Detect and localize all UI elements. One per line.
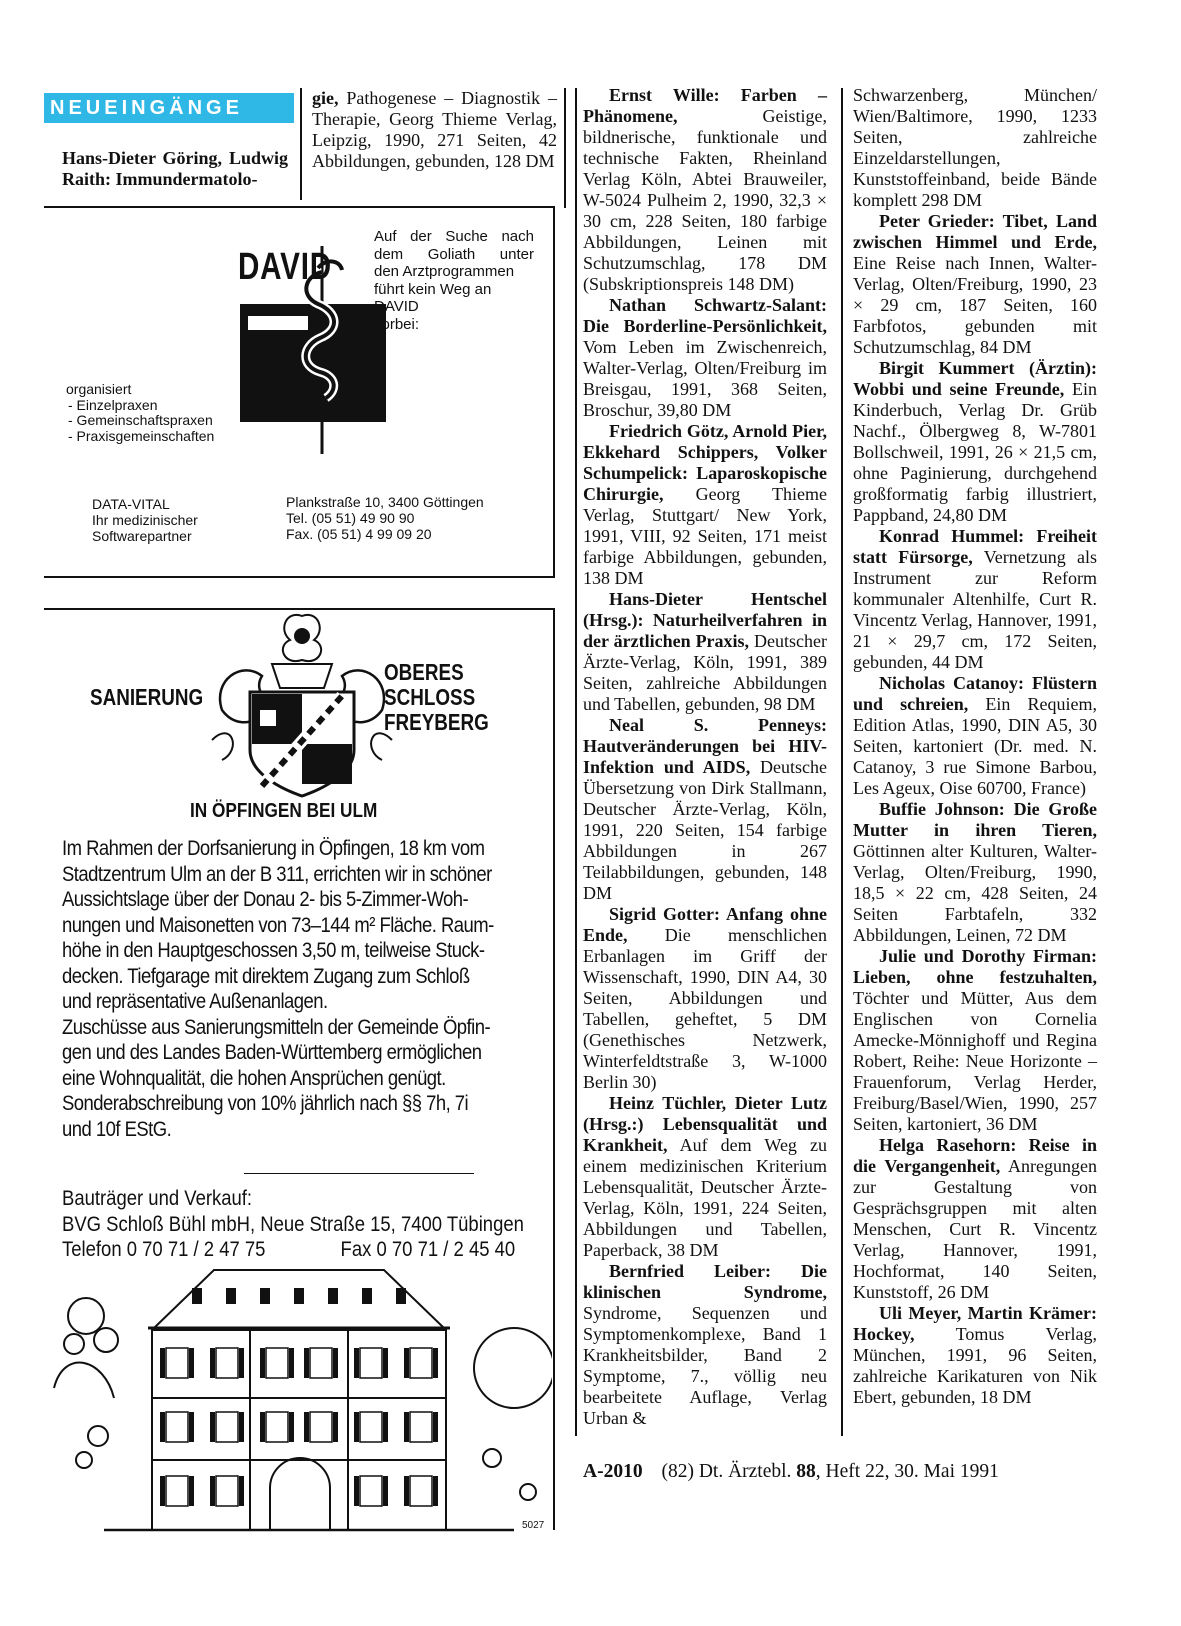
book-list-column-4 bbox=[853, 85, 1097, 1408]
footer-volume: 88 bbox=[796, 1461, 816, 1482]
david-headline-line: den Arztprogrammen bbox=[374, 263, 515, 280]
book-entry-title: Buffie Johnson: Die Große Mutter in ihren Tieren, bbox=[853, 799, 1097, 840]
intro-continuation-bold: gie, bbox=[312, 88, 339, 108]
book-entry bbox=[853, 358, 1097, 526]
castle-name bbox=[384, 660, 489, 735]
ad-code: 5027 bbox=[522, 1520, 545, 1531]
intro-continuation bbox=[312, 88, 557, 172]
book-entry-title: Peter Grieder: Tibet, Land zwischen Himmel und Erde, bbox=[853, 211, 1097, 252]
book-entry bbox=[853, 673, 1097, 799]
body-line: eine Wohnqualität, die hohen Ansprüchen genügt. bbox=[62, 1066, 446, 1090]
book-entry bbox=[583, 85, 827, 295]
footer-text: (82) Dt. Ärztebl. bbox=[661, 1461, 797, 1482]
book-entry-title: Bernfried Leiber: Die klinischen Syndrome, bbox=[583, 1261, 827, 1302]
book-entry bbox=[853, 1135, 1097, 1303]
book-entry-title: Birgit Kummert (Ärztin): Wobbi und seine Freunde, bbox=[853, 358, 1097, 399]
david-feature-line: - Gemeinschaftspraxen bbox=[68, 412, 213, 428]
book-entry-details: Ein Requiem, Edition Atlas, 1990, DIN A5, 30 Seiten, kartoniert (Dr. med. N. Catanoy, 3 rue Simone Barbou, Les Ageux, Oise 60700, France) bbox=[853, 694, 1097, 798]
book-entry-details: Vernetzung als Instrument zur Reform kommunaler Altenhilfe, Curt R. Vincentz Verlag, Hannover, 1991, 21 × 29,7 cm, 172 Seiten, gebunden, 44 DM bbox=[853, 547, 1097, 672]
book-entry bbox=[583, 421, 827, 589]
contact-fax: Fax 0 70 71 / 2 45 40 bbox=[340, 1238, 516, 1261]
book-entry-details: Vom Leben im Zwischenreich, Walter-Verlag, Olten/Freiburg im Breisgau, 1991, 368 Seiten, Broschur, 39,80 DM bbox=[583, 337, 827, 420]
david-headline-line: dem Goliath unter bbox=[374, 245, 534, 263]
book-entry-title: Hans-Dieter Hentschel (Hrsg.): Naturheilverfahren in der ärztlichen Praxis, bbox=[583, 589, 827, 651]
ad-right-rule bbox=[553, 608, 555, 1530]
book-entry-details: Ein Kinderbuch, Verlag Dr. Grüb Nachf., Ölbergweg 8, W-7801 Bollschweil, 1991, 26 × 21,5 cm, ohne Paginierung, durchgehend großformatig farbig illustriert, Pappband, 24,80 DM bbox=[853, 379, 1097, 525]
book-entry-details: Eine Reise nach Innen, Walter-Verlag, Olten/Freiburg, 1990, 23 × 29 cm, 187 Seiten, 160 Farbfotos, gebunden mit Schutzumschlag, 84 DM bbox=[853, 253, 1097, 357]
ad-sanierung bbox=[44, 608, 579, 1560]
page-number: A-2010 bbox=[583, 1461, 643, 1482]
book-entry-details: Die menschlichen Erbanlagen im Griff der Wissenschaft, 1990, DIN A4, 30 Seiten, Abbildungen und Tabellen, geheftet, 5 DM (Genethisches Netzwerk, Winterfeldtstraße 3, W-1000 Berlin 30) bbox=[583, 925, 827, 1092]
ad-david bbox=[44, 206, 579, 578]
book-entry-details: Deutsche Übersetzung von Dirk Stallmann, Deutscher Ärzte-Verlag, Köln, 1991, 220 Seiten, 154 farbige Abbildungen in 267 Teilabbildungen, gebunden, 148 DM bbox=[583, 757, 827, 903]
column-divider bbox=[300, 88, 302, 200]
david-headline-line: DAVID bbox=[374, 298, 419, 315]
book-entry-title: Nicholas Catanoy: Flüstern und schreien, bbox=[853, 673, 1097, 714]
body-line: gen und des Landes Baden-Württemberg ermöglichen bbox=[62, 1041, 482, 1064]
david-headline-line: führt kein Weg an bbox=[374, 280, 492, 298]
body-line: nungen und Maisonetten von 73–144 m² Fläche. Raum- bbox=[62, 913, 494, 937]
page-footer bbox=[583, 1461, 999, 1483]
david-feature-line: - Einzelpraxen bbox=[68, 396, 158, 413]
body-line: decken. Tiefgarage mit direktem Zugang zum Schloß bbox=[62, 964, 470, 988]
column-divider bbox=[575, 88, 577, 1436]
david-company bbox=[92, 496, 198, 544]
castle-illustration bbox=[44, 1248, 552, 1548]
book-entry bbox=[583, 589, 827, 715]
body-line: und repräsentative Außenanlagen. bbox=[62, 990, 328, 1013]
book-entry bbox=[853, 799, 1097, 946]
book-entry-title: Uli Meyer, Martin Krämer: Hockey, bbox=[853, 1303, 1097, 1344]
location-heading: IN ÖPFINGEN BEI ULM bbox=[190, 800, 378, 822]
david-company-line: DATA-VITAL bbox=[92, 496, 170, 512]
contact-line: Bauträger und Verkauf: bbox=[62, 1187, 253, 1210]
book-entry bbox=[583, 1261, 827, 1429]
book-entry-details: Georg Thieme Verlag, Stuttgart/ New York, 1991, VIII, 92 Seiten, 171 meist farbige Abbildungen, gebunden, 138 DM bbox=[583, 484, 827, 588]
book-entry-title: Neal S. Penneys: Hautveränderungen bei HIV-Infektion und AIDS, bbox=[583, 715, 827, 777]
book-entry-title: Helga Rasehorn: Reise in die Vergangenheit, bbox=[853, 1135, 1097, 1176]
castle-name-line: FREYBERG bbox=[384, 709, 489, 735]
coat-of-arms-icon bbox=[192, 600, 412, 800]
book-entry bbox=[583, 904, 827, 1093]
intro-title: Hans-Dieter Göring, Ludwig Raith: Immundermatolo- bbox=[62, 148, 288, 189]
book-entry-title: Ernst Wille: Farben – Phänomene, bbox=[583, 85, 827, 126]
book-entry-title: Heinz Tüchler, Dieter Lutz (Hrsg.:) Lebensqualität und Krankheit, bbox=[583, 1093, 827, 1155]
footer-issue: , Heft 22, 30. Mai 1991 bbox=[815, 1461, 999, 1482]
castle-name-line: OBERES bbox=[384, 659, 464, 685]
sanierung-heading: SANIERUNG bbox=[90, 684, 204, 710]
intro-continuation-text: Pathogenese – Diagnostik – Therapie, Georg Thieme Verlag, Leipzig, 1990, 271 Seiten, 42 Abbildungen, gebunden, 128 DM bbox=[312, 88, 557, 171]
david-feature-list bbox=[66, 382, 214, 444]
book-entry bbox=[853, 85, 1097, 211]
david-company-line: Ihr medizinischer bbox=[92, 512, 198, 528]
contact-line: BVG Schloß Bühl mbH, Neue Straße 15, 7400 Tübingen bbox=[62, 1212, 524, 1236]
book-list-column-3 bbox=[583, 85, 827, 1429]
david-feature-line: - Praxisgemeinschaften bbox=[68, 427, 215, 444]
david-phone: Tel. (05 51) 49 90 90 bbox=[286, 510, 415, 526]
david-logo-text: DAVID bbox=[238, 246, 332, 288]
body-line: Im Rahmen der Dorfsanierung in Öpfingen, 18 km vom bbox=[62, 837, 485, 860]
castle-name-line: SCHLOSS bbox=[384, 684, 476, 710]
book-entry-details: Göttinnen alter Kulturen, Walter-Verlag, Olten/Freiburg, 1990, 18,5 × 22 cm, 428 Seiten, 24 Seiten Farbtafeln, 332 Abbildungen, Leinen, 72 DM bbox=[853, 841, 1097, 945]
david-headline-line: vorbei: bbox=[374, 315, 420, 333]
contact-divider bbox=[244, 1173, 474, 1174]
book-entry bbox=[583, 295, 827, 421]
book-entry bbox=[583, 715, 827, 904]
book-entry-details: Deutscher Ärzte-Verlag, Köln, 1991, 389 Seiten, zahlreiche Abbildungen und Tabellen, gebunden, 98 DM bbox=[583, 631, 827, 714]
body-line: höhe in den Hauptgeschossen 3,50 m, teilweise Stuck- bbox=[62, 939, 485, 962]
book-entry-title: Julie und Dorothy Firman: Lieben, ohne festzuhalten, bbox=[853, 946, 1097, 987]
column-divider bbox=[841, 88, 843, 1436]
david-headline-line: Auf der Suche nach bbox=[374, 228, 534, 245]
body-line: Aussichtslage über der Donau 2- bis 5-Zimmer-Woh- bbox=[62, 888, 469, 911]
contact-phone: Telefon 0 70 71 / 2 47 75 bbox=[62, 1238, 266, 1261]
book-entry bbox=[853, 1303, 1097, 1408]
body-line: Sonderabschreibung von 10% jährlich nach §§ 7h, 7i bbox=[62, 1092, 469, 1115]
book-entry-details: Schwarzenberg, München/ Wien/Baltimore, 1990, 1233 Seiten, zahlreiche Einzeldarstellungen, Kunststoffeinband, beide Bände komplett 298 DM bbox=[853, 85, 1097, 210]
book-entry-details: Tomus Verlag, München, 1991, 96 Seiten, zahlreiche Karikaturen von Nik Ebert, gebunden, 18 DM bbox=[853, 1324, 1097, 1407]
ad-bottom-rule bbox=[44, 576, 555, 578]
book-entry-title: Nathan Schwartz-Salant: Die Borderline-Persönlichkeit, bbox=[583, 295, 827, 336]
book-entry-details: Auf dem Weg zu einem medizinischen Kriterium Lebensqualität, Deutscher Ärzte-Verlag, Köln, 1991, 224 Seiten, Abbildungen und Tabellen, Paperback, 38 DM bbox=[583, 1135, 827, 1260]
column-divider bbox=[564, 88, 566, 208]
book-entry bbox=[853, 946, 1097, 1135]
book-entry bbox=[853, 211, 1097, 358]
section-banner: NEUEINGÄNGE bbox=[44, 93, 294, 123]
ad-top-rule bbox=[44, 206, 554, 208]
david-address-line: Plankstraße 10, 3400 Göttingen bbox=[286, 494, 484, 510]
book-entry-details: Töchter und Mütter, Aus dem Englischen von Cornelia Amecke-Mönnighoff und Regina Robert, Reihe: Neue Horizonte – Frauenforum, Verlag Herder, Freiburg/Basel/Wien, 1990, 257 Seiten, kartoniert, 36 DM bbox=[853, 988, 1097, 1134]
david-fax: Fax. (05 51) 4 99 09 20 bbox=[286, 526, 432, 542]
body-line: und 10f EStG. bbox=[62, 1117, 172, 1141]
sanierung-body bbox=[62, 836, 537, 1142]
book-entry-title: Konrad Hummel: Freiheit statt Fürsorge, bbox=[853, 526, 1097, 567]
ad-right-rule bbox=[553, 206, 555, 577]
david-feature-line: organisiert bbox=[66, 381, 132, 397]
book-entry-title: Friedrich Götz, Arnold Pier, Ekkehard Schippers, Volker Schumpelick: Laparoskopische Chirurgie, bbox=[583, 421, 827, 504]
book-entry-details: Geistige, bildnerische, funktionale und technische Fakten, Rheinland Verlag Köln, Abtei Brauweiler, W-5024 Pulheim 2, 1990, 32,3 × 30 cm, 228 Seiten, 180 farbige Abbildungen, Leinen mit Schutzumschlag, 178 DM (Subskriptionspreis 148 DM) bbox=[583, 106, 827, 294]
david-address bbox=[286, 494, 484, 542]
book-entry bbox=[853, 526, 1097, 673]
book-entry-details: Syndrome, Sequenzen und Symptomenkomplexe, Band 1 Krankheitsbilder, Band 2 Symptome, 7., völlig neu bearbeitete Auflage, Verlag Urban & bbox=[583, 1303, 827, 1428]
david-company-line: Softwarepartner bbox=[92, 528, 192, 544]
book-entry-details: Anregungen zur Gestaltung von Gesprächsgruppen mit alten Menschen, Curt R. Vincentz Verlag, Hannover, 1991, Hochformat, 140 Seiten, Kunststoff, 26 DM bbox=[853, 1156, 1097, 1302]
body-line: Stadtzentrum Ulm an der B 311, errichten wir in schöner bbox=[62, 862, 492, 886]
body-line: Zuschüsse aus Sanierungsmitteln der Gemeinde Öpfin- bbox=[62, 1015, 491, 1039]
book-entry-title: Sigrid Gotter: Anfang ohne Ende, bbox=[583, 904, 827, 945]
david-headline bbox=[374, 228, 534, 333]
book-entry bbox=[583, 1093, 827, 1261]
